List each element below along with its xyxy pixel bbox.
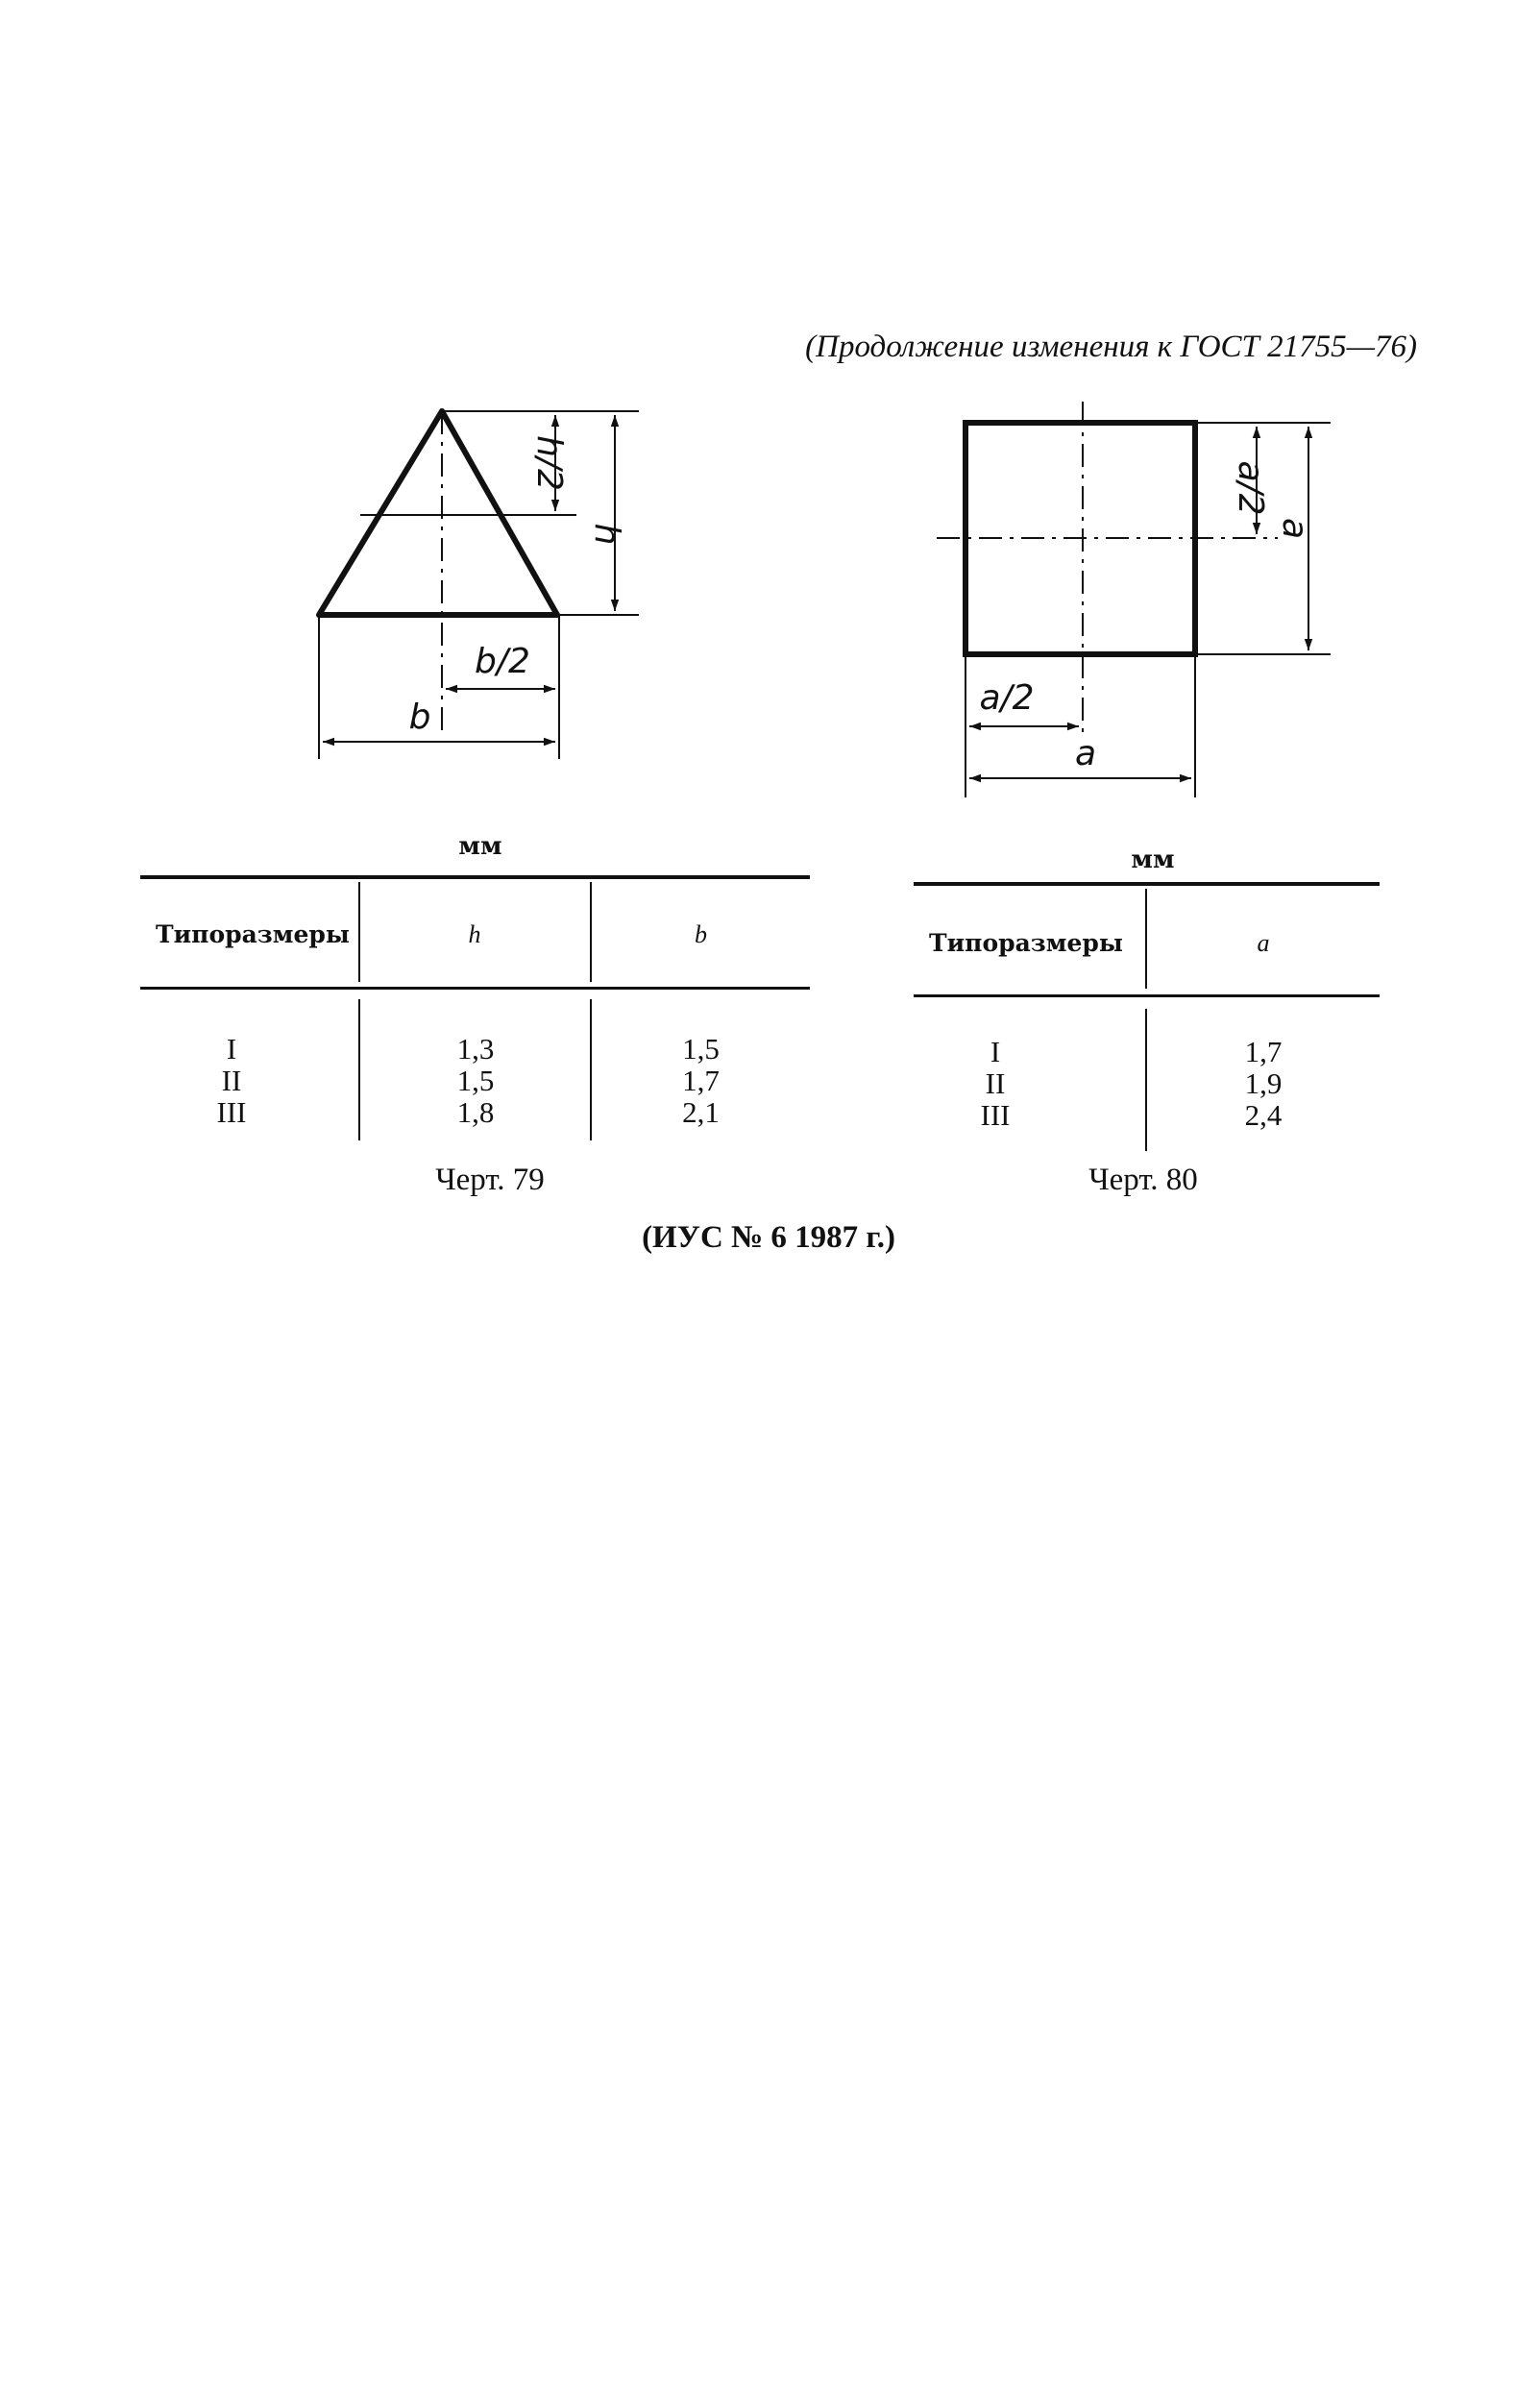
document-header: (Продолжение изменения к ГОСТ 21755—76) [805, 330, 1417, 364]
figure-caption-80: Черт. 80 [1088, 1163, 1198, 1197]
table-cell: I [990, 1035, 1001, 1068]
unit-label: мм [1131, 845, 1175, 874]
label-a-horizontal: a [1074, 734, 1097, 773]
label-h-half: h/2 [529, 435, 569, 491]
unit-label: мм [458, 832, 502, 861]
table-top-rule [914, 882, 1380, 886]
table-top-rule [140, 875, 810, 879]
table-cell: III [980, 1098, 1011, 1132]
table-cell: I [226, 1032, 237, 1066]
label-b-half: b/2 [475, 642, 530, 681]
table-cell: 1,9 [1244, 1066, 1283, 1100]
technical-drawings [0, 0, 1540, 865]
table-row [914, 1098, 1380, 1133]
column-header-size: Типоразмеры [156, 920, 350, 948]
table-header-rule [914, 994, 1380, 997]
label-b: b [408, 698, 431, 737]
table-cell: II [985, 1066, 1006, 1100]
triangle-drawing [319, 411, 639, 759]
table-row [914, 1066, 1380, 1101]
table-cell: 1,7 [682, 1064, 720, 1097]
column-header-size: Типоразмеры [929, 929, 1123, 957]
figure-caption-79: Черт. 79 [435, 1163, 545, 1197]
table-row [140, 1095, 810, 1130]
label-a-vertical: a [1275, 517, 1314, 540]
column-header-a: a [1257, 929, 1270, 957]
table-cell: III [216, 1095, 247, 1129]
table-row [140, 1064, 810, 1098]
table-cell: 1,5 [682, 1032, 720, 1066]
table-cell: 2,1 [682, 1095, 720, 1129]
table-cell: 1,8 [456, 1095, 495, 1129]
table-row [140, 1032, 810, 1066]
table-row [914, 1035, 1380, 1069]
table-header-rule [140, 987, 810, 990]
table-cell: 1,7 [1244, 1035, 1283, 1068]
label-a-half-horizontal: a/2 [979, 678, 1035, 718]
label-h: h [587, 523, 626, 546]
table-cell: 1,5 [456, 1064, 495, 1097]
table-cell: 2,4 [1244, 1098, 1283, 1132]
table-cell: 1,3 [456, 1032, 495, 1066]
column-header-b: b [695, 920, 707, 948]
source-reference: (ИУС № 6 1987 г.) [642, 1220, 895, 1255]
square-drawing [937, 402, 1331, 797]
label-a-half-vertical: a/2 [1231, 460, 1270, 516]
column-header-h: h [468, 920, 481, 948]
table-cell: II [221, 1064, 242, 1097]
